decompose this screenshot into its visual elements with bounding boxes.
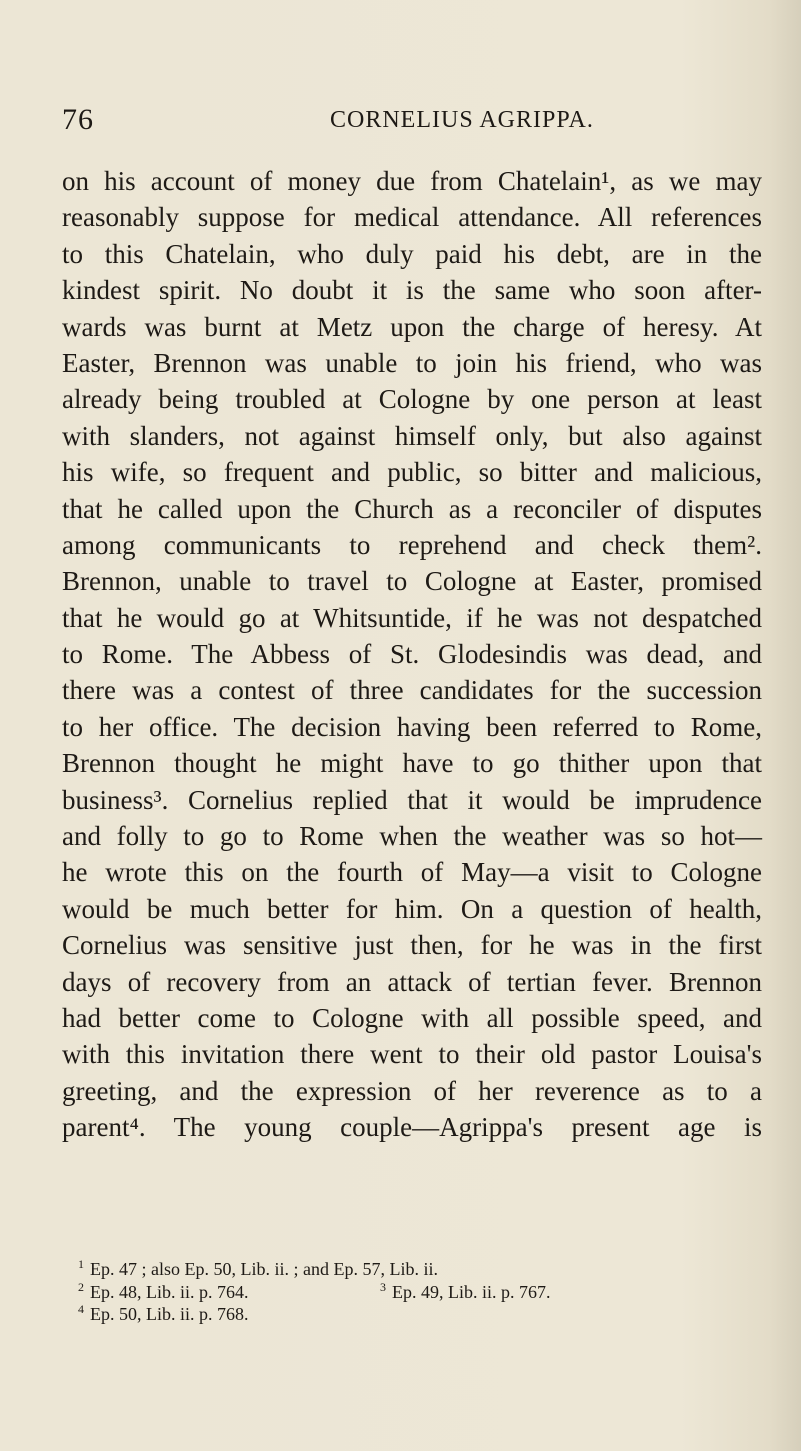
page-number: 76 bbox=[62, 103, 94, 136]
text-line: parent⁴. The young couple—Agrippa's present age is bbox=[62, 1112, 762, 1143]
text-line: on his account of money due from Chatelain¹, as we may bbox=[62, 166, 762, 196]
text-line: Easter, Brennon was unable to join his friend, who was bbox=[62, 347, 762, 378]
footnote-mark: 2 bbox=[78, 1279, 84, 1294]
text-line: Brennon thought he might have to go thither upon that bbox=[62, 748, 762, 779]
footnote-2 bbox=[62, 1276, 380, 1302]
text-line: he wrote this on the fourth of May—a visit to Cologne bbox=[62, 857, 762, 888]
text-line: business³. Cornelius replied that it would be imprudence bbox=[62, 784, 762, 815]
text-line: days of recovery from an attack of tertian fever. Brennon bbox=[62, 966, 762, 997]
footnote-mark: 4 bbox=[78, 1302, 84, 1316]
text-line: reasonably suppose for medical attendance. All references bbox=[62, 202, 762, 233]
text-line: kindest spirit. No doubt it is the same who soon after- bbox=[62, 275, 762, 306]
footnote-mark: 3 bbox=[380, 1279, 386, 1294]
footnote-text: Ep. 49, Lib. ii. p. 767. bbox=[392, 1281, 551, 1302]
footnote-1 bbox=[62, 1253, 762, 1279]
text-line: that he would go at Whitsuntide, if he was not despatched bbox=[62, 602, 762, 633]
text-line: with this invitation there went to their old pastor Louisa's bbox=[62, 1039, 762, 1070]
text-line: to this Chatelain, who duly paid his debt, are in the bbox=[62, 238, 762, 269]
text-line: Cornelius was sensitive just then, for he was in the first bbox=[62, 930, 762, 961]
footnote-row bbox=[62, 1276, 762, 1302]
footnotes bbox=[62, 1253, 762, 1324]
text-line: that he called upon the Church as a reconciler of disputes bbox=[62, 493, 762, 524]
footnote-3 bbox=[380, 1276, 551, 1302]
text-line: there was a contest of three candidates for the succession bbox=[62, 675, 762, 706]
text-line: with slanders, not against himself only, but also against bbox=[62, 420, 762, 451]
text-line: wards was burnt at Metz upon the charge of heresy. At bbox=[62, 311, 762, 342]
text-line: his wife, so frequent and public, so bitter and malicious, bbox=[62, 457, 762, 488]
running-head: CORNELIUS AGRIPPA. bbox=[330, 107, 594, 133]
text-line: greeting, and the expression of her reverence as to a bbox=[62, 1075, 762, 1106]
body-text bbox=[62, 163, 762, 1146]
text-line: already being troubled at Cologne by one person at least bbox=[62, 384, 762, 415]
footnote-mark: 1 bbox=[78, 1257, 84, 1271]
text-line: and folly to go to Rome when the weather was so hot— bbox=[62, 821, 762, 852]
text-line: would be much better for him. On a question of health, bbox=[62, 893, 762, 924]
page-header bbox=[62, 103, 762, 143]
footnote-text: Ep. 47 ; also Ep. 50, Lib. ii. ; and Ep. 57, Lib. ii. bbox=[90, 1259, 438, 1279]
text-line: Brennon, unable to travel to Cologne at Easter, promised bbox=[62, 566, 762, 597]
text-line: among communicants to reprehend and check them². bbox=[62, 529, 762, 560]
footnote-text: Ep. 48, Lib. ii. p. 764. bbox=[90, 1281, 249, 1302]
footnote-text: Ep. 50, Lib. ii. p. 768. bbox=[90, 1304, 249, 1324]
text-line: to her office. The decision having been referred to Rome, bbox=[62, 711, 762, 742]
text-line: had better come to Cologne with all possible speed, and bbox=[62, 1002, 762, 1033]
text-line: to Rome. The Abbess of St. Glodesindis was dead, and bbox=[62, 639, 762, 670]
